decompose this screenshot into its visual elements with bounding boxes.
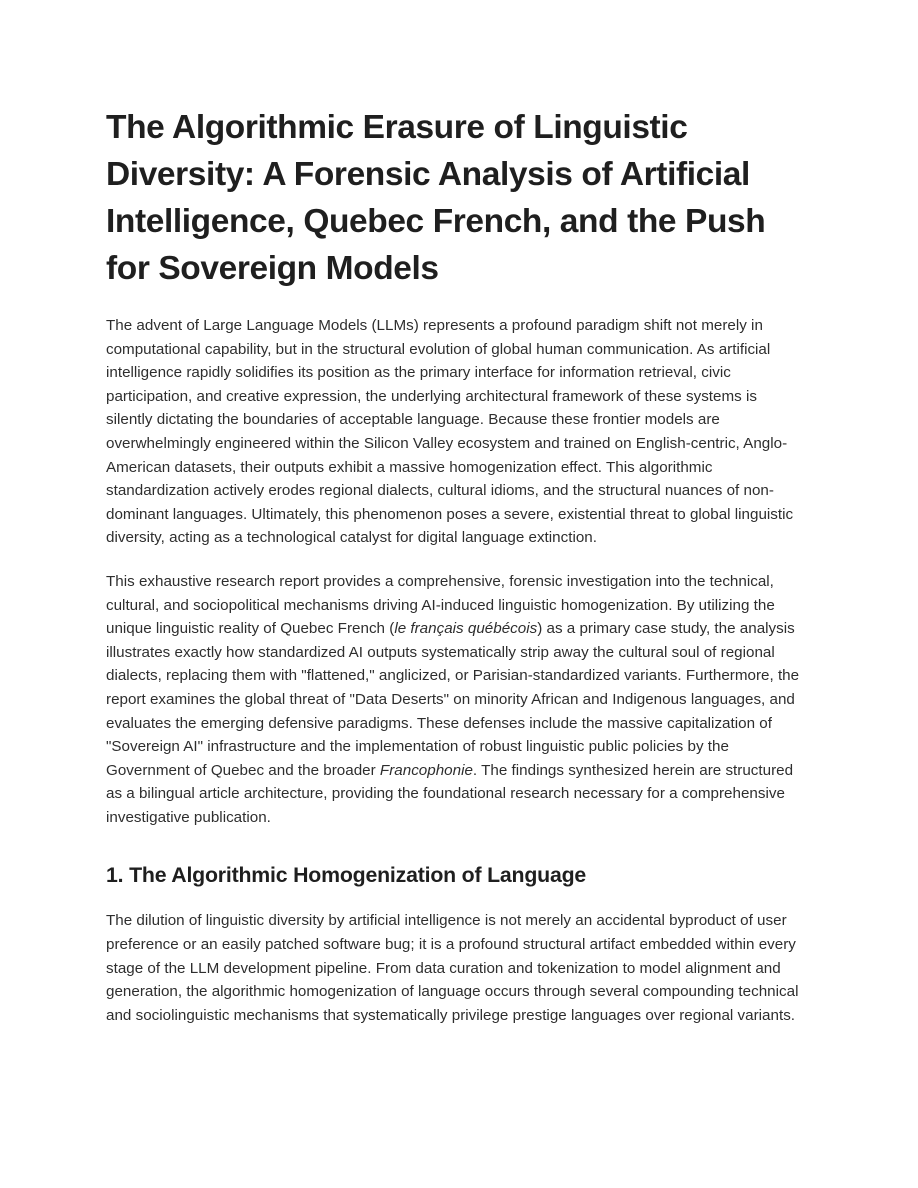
abstract-paragraph-2-segment-2: ) as a primary case study, the analysis illustrates exactly how standardized AI outputs systematically strip away the cultural soul of regional dialects, replacing them with "flattened," anglicized, or Parisian-standardized variants. Furthermore, the report examines the global threat of "Data Deserts" on minority African and Indigenous languages, and evaluates the emerging defensive paradigms. These defenses include the massive capitalization of "Sovereign AI" infrastructure and the implementation of robust linguistic public policies by the Government of Quebec and the broader [106, 620, 800, 779]
section-1-paragraph-1: The dilution of linguistic diversity by artificial intelligence is not merely an accidental byproduct of user preference or an easily patched software bug; it is a profound structural artifact embedded within every stage of the LLM development pipeline. From data curation and tokenization to model alignment and generation, the algorithmic homogenization of language occurs through several compounding technical and sociolinguistic mechanisms that systematically privilege prestige languages over regional variants. [106, 912, 799, 1024]
italic-phrase-le-francais-quebecois: le français québécois [394, 620, 538, 638]
article-body [106, 104, 806, 1027]
section-heading-1: 1. The Algorithmic Homogenization of Language [106, 863, 587, 888]
italic-phrase-francophonie: Francophonie [379, 761, 473, 779]
abstract-paragraph-2-segment-3: . The findings synthesized herein are structured as a bilingual article architecture, providing the foundational research necessary for a comprehensive investigative publication. [106, 761, 794, 826]
abstract-paragraph-2-segment-1: This exhaustive research report provides a comprehensive, forensic investigation into the technical, cultural, and sociopolitical mechanisms driving AI-induced linguistic homogenization. By utilizing the unique linguistic reality of Quebec French ( [106, 572, 775, 638]
page-title: The Algorithmic Erasure of Linguistic Diversity: A Forensic Analysis of Artificial Intelligence, Quebec French, and the Push for Sovereign Models [106, 109, 766, 287]
abstract-paragraph-2 [106, 570, 806, 830]
abstract-paragraph-1: The advent of Large Language Models (LLMs) represents a profound paradigm shift not merely in computational capability, but in the structural evolution of global human communication. As artificial intelligence rapidly solidifies its position as the primary interface for information retrieval, civic participation, and creative expression, the underlying architectural framework of these systems is silently dictating the boundaries of acceptable language. Because these frontier models are overwhelmingly engineered within the Silicon Valley ecosystem and trained on English-centric, Anglo-American datasets, their outputs exhibit a massive homogenization effect. This algorithmic standardization actively erodes regional dialects, cultural idioms, and the structural nuances of non-dominant languages. Ultimately, this phenomenon poses a severe, existential threat to global linguistic diversity, acting as a technological catalyst for digital language extinction. [106, 317, 794, 547]
